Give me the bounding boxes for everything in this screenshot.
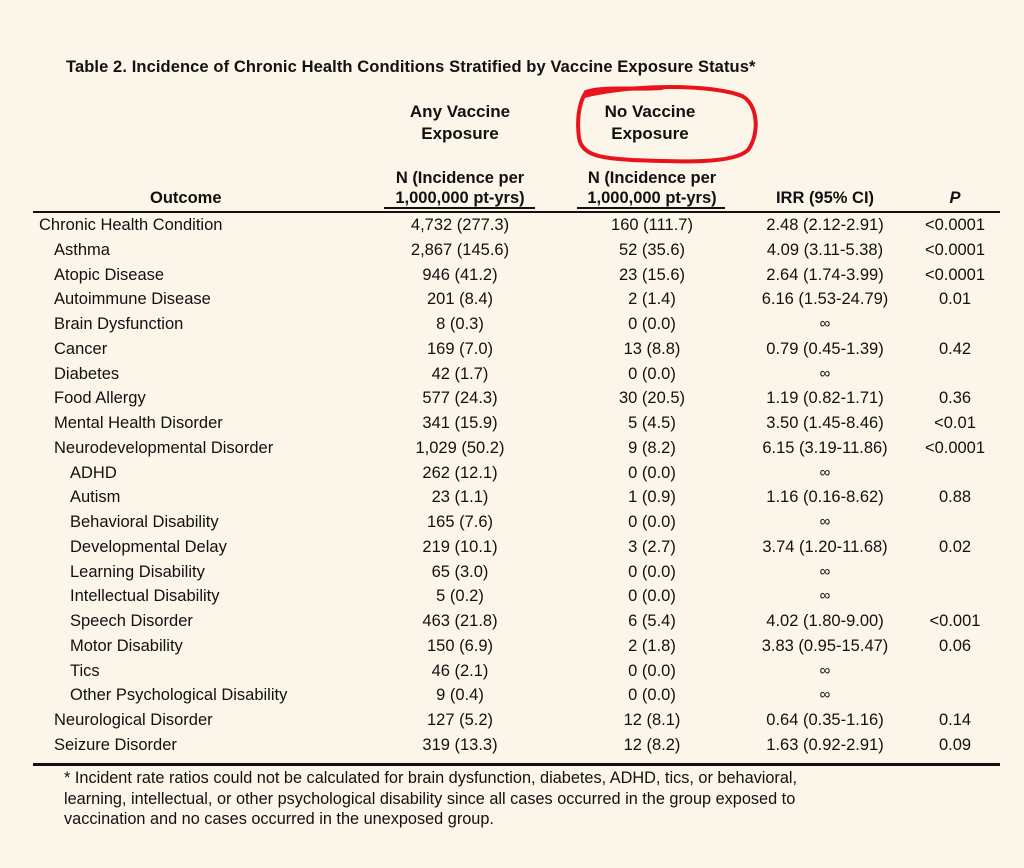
table-row: [0, 536, 1024, 561]
cell-any-vaccine: 169 (7.0): [426, 339, 494, 358]
cell-any-vaccine: 46 (2.1): [431, 661, 489, 680]
cell-p: <0.001: [929, 612, 981, 630]
table-row: [0, 288, 1024, 313]
cell-irr: 1.63 (0.92-2.91): [766, 735, 884, 754]
cell-outcome: ADHD: [70, 463, 117, 482]
cell-any-vaccine: 219 (10.1): [422, 537, 498, 556]
cell-p: 0.06: [938, 636, 972, 655]
cell-outcome: Developmental Delay: [70, 537, 227, 556]
cell-irr: 6.16 (1.53-24.79): [761, 290, 889, 309]
cell-no-vaccine: 30 (20.5): [618, 389, 686, 408]
cell-irr: ∞: [819, 315, 831, 332]
cell-no-vaccine: 5 (4.5): [628, 414, 676, 432]
table-top-rule: [33, 211, 1000, 213]
cell-any-vaccine: 201 (8.4): [426, 290, 494, 309]
cell-irr: ∞: [819, 364, 831, 382]
table-row: [0, 239, 1024, 264]
subheader-none-line1: N (Incidence per: [587, 169, 717, 187]
column-outcome: Outcome: [150, 189, 222, 207]
cell-outcome: Intellectual Disability: [70, 587, 220, 606]
table-row: [0, 660, 1024, 685]
table-row: [0, 684, 1024, 709]
table-title: Table 2. Incidence of Chronic Health Conditions Stratified by Vaccine Exposure Status*: [66, 58, 756, 76]
table-row: [0, 214, 1024, 239]
cell-no-vaccine: 0 (0.0): [628, 513, 676, 531]
cell-outcome: Food Allergy: [54, 389, 146, 408]
subheader-none-line2: 1,000,000 pt-yrs): [587, 189, 717, 207]
column-p: P: [949, 189, 961, 207]
cell-outcome: Asthma: [54, 240, 110, 259]
cell-irr: 1.16 (0.16-8.62): [766, 488, 884, 507]
cell-no-vaccine: 0 (0.0): [628, 562, 676, 581]
subheader-any-line1: N (Incidence per: [395, 169, 525, 187]
table-row: [0, 610, 1024, 635]
cell-outcome: Mental Health Disorder: [54, 414, 223, 432]
cell-irr: 6.15 (3.19-11.86): [762, 438, 888, 457]
cell-no-vaccine: 52 (35.6): [618, 240, 686, 259]
cell-no-vaccine: 0 (0.0): [628, 587, 676, 606]
cell-no-vaccine: 1 (0.9): [628, 488, 676, 507]
table-row: [0, 486, 1024, 511]
footnote-line1: * Incident rate ratios could not be calculated for brain dysfunction, diabetes, ADHD, tics, or behavioral,: [64, 769, 798, 787]
cell-outcome: Learning Disability: [70, 562, 205, 581]
cell-irr: ∞: [819, 562, 831, 580]
cell-outcome: Tics: [70, 661, 100, 680]
table-row: [0, 635, 1024, 660]
cell-no-vaccine: 9 (8.2): [628, 438, 676, 457]
cell-no-vaccine: 160 (111.7): [611, 216, 693, 234]
subheader-any-line2: 1,000,000 pt-yrs): [395, 189, 525, 207]
footnote-line3: vaccination and no cases occurred in the unexposed group.: [64, 810, 494, 828]
underline-none: [577, 207, 725, 209]
footnote-line2: learning, intellectual, or other psychological disability since all cases occurred in the group exposed to: [64, 789, 796, 808]
cell-irr: 4.02 (1.80-9.00): [766, 612, 884, 630]
cell-any-vaccine: 2,867 (145.6): [410, 240, 510, 259]
table-row: [0, 511, 1024, 536]
cell-p: <0.0001: [924, 438, 986, 457]
cell-irr: 0.79 (0.45-1.39): [766, 339, 884, 358]
cell-any-vaccine: 319 (13.3): [422, 735, 498, 754]
cell-any-vaccine: 42 (1.7): [431, 364, 489, 383]
cell-p: 0.09: [938, 735, 972, 754]
cell-irr: 4.09 (3.11-5.38): [766, 240, 884, 259]
cell-outcome: Autoimmune Disease: [54, 290, 211, 309]
table-row: [0, 264, 1024, 289]
cell-any-vaccine: 341 (15.9): [422, 414, 498, 432]
cell-outcome: Neurological Disorder: [54, 711, 213, 729]
cell-p: <0.0001: [924, 216, 986, 234]
cell-any-vaccine: 9 (0.4): [436, 686, 484, 705]
cell-irr: 2.48 (2.12-2.91): [766, 216, 884, 234]
header-none-line2: Exposure: [611, 124, 689, 143]
cell-irr: 2.64 (1.74-3.99): [766, 265, 884, 284]
header-none-line1: No Vaccine: [604, 102, 696, 121]
cell-no-vaccine: 2 (1.4): [628, 290, 676, 309]
cell-outcome: Autism: [70, 488, 121, 507]
header-any-line2: Exposure: [421, 124, 499, 143]
cell-any-vaccine: 5 (0.2): [436, 587, 484, 606]
cell-no-vaccine: 0 (0.0): [628, 686, 676, 705]
cell-irr: ∞: [819, 513, 831, 530]
cell-irr: 3.83 (0.95-15.47): [761, 636, 889, 655]
cell-irr: ∞: [819, 661, 831, 679]
cell-no-vaccine: 0 (0.0): [628, 364, 676, 383]
cell-p: 0.14: [938, 711, 972, 729]
cell-outcome: Neurodevelopmental Disorder: [54, 438, 274, 457]
cell-no-vaccine: 3 (2.7): [628, 537, 676, 556]
cell-no-vaccine: 13 (8.8): [623, 339, 681, 358]
cell-outcome: Other Psychological Disability: [70, 686, 288, 705]
cell-p: 0.42: [938, 339, 972, 358]
table-row: [0, 709, 1024, 734]
subheader-none: [567, 168, 737, 208]
table-row: [0, 462, 1024, 487]
cell-any-vaccine: 4,732 (277.3): [410, 216, 510, 234]
cell-irr: ∞: [819, 686, 831, 704]
cell-no-vaccine: 0 (0.0): [628, 315, 676, 333]
cell-any-vaccine: 463 (21.8): [422, 612, 498, 630]
table-row: [0, 437, 1024, 462]
cell-irr: 3.74 (1.20-11.68): [762, 537, 888, 556]
cell-irr: 1.19 (0.82-1.71): [766, 389, 884, 408]
table-row: [0, 585, 1024, 610]
table-row: [0, 412, 1024, 437]
footnote: [64, 768, 964, 830]
table-row: [0, 338, 1024, 363]
cell-outcome: Motor Disability: [70, 636, 183, 655]
table-row: [0, 313, 1024, 338]
cell-p: 0.01: [938, 290, 972, 309]
subheader-any: [375, 168, 545, 208]
cell-no-vaccine: 6 (5.4): [628, 612, 676, 630]
table-row: [0, 363, 1024, 388]
cell-p: <0.0001: [924, 240, 986, 259]
cell-any-vaccine: 23 (1.1): [431, 488, 489, 507]
cell-no-vaccine: 0 (0.0): [628, 661, 676, 680]
cell-irr: 3.50 (1.45-8.46): [766, 414, 884, 432]
cell-any-vaccine: 946 (41.2): [422, 265, 498, 284]
cell-any-vaccine: 127 (5.2): [426, 711, 494, 729]
table-row: [0, 561, 1024, 586]
cell-any-vaccine: 577 (24.3): [422, 389, 498, 408]
table-row: [0, 734, 1024, 759]
cell-p: 0.36: [938, 389, 972, 408]
cell-outcome: Chronic Health Condition: [39, 216, 223, 234]
cell-outcome: Atopic Disease: [54, 265, 165, 284]
cell-any-vaccine: 8 (0.3): [436, 315, 484, 333]
table-row: [0, 387, 1024, 412]
cell-outcome: Speech Disorder: [70, 612, 193, 630]
header-any-vaccine: [375, 101, 545, 145]
cell-outcome: Brain Dysfunction: [54, 315, 184, 333]
cell-p: 0.02: [938, 537, 972, 556]
cell-irr: ∞: [819, 587, 831, 605]
cell-p: 0.88: [938, 488, 972, 507]
cell-no-vaccine: 23 (15.6): [618, 265, 686, 284]
cell-outcome: Seizure Disorder: [54, 735, 177, 754]
cell-p: <0.01: [934, 414, 976, 432]
cell-irr: 0.64 (0.35-1.16): [766, 711, 884, 729]
cell-no-vaccine: 12 (8.2): [623, 735, 681, 754]
cell-no-vaccine: 2 (1.8): [628, 636, 676, 655]
table-body: [0, 214, 1024, 759]
cell-irr: ∞: [819, 463, 831, 481]
annotation-stroke: [578, 87, 756, 161]
cell-any-vaccine: 1,029 (50.2): [415, 438, 505, 457]
cell-outcome: Diabetes: [54, 364, 120, 383]
cell-p: <0.0001: [924, 265, 986, 284]
cell-no-vaccine: 12 (8.1): [623, 711, 681, 729]
red-circle-annotation: [572, 82, 762, 168]
underline-any: [384, 207, 535, 209]
column-irr: IRR (95% CI): [775, 189, 875, 207]
cell-no-vaccine: 0 (0.0): [628, 463, 676, 482]
header-any-line1: Any Vaccine: [409, 102, 511, 121]
table-bottom-rule: [33, 763, 1000, 766]
cell-any-vaccine: 65 (3.0): [431, 562, 489, 581]
cell-any-vaccine: 262 (12.1): [422, 463, 498, 482]
cell-outcome: Behavioral Disability: [70, 513, 219, 531]
cell-any-vaccine: 165 (7.6): [426, 513, 494, 531]
cell-outcome: Cancer: [54, 339, 108, 358]
cell-any-vaccine: 150 (6.9): [426, 636, 494, 655]
